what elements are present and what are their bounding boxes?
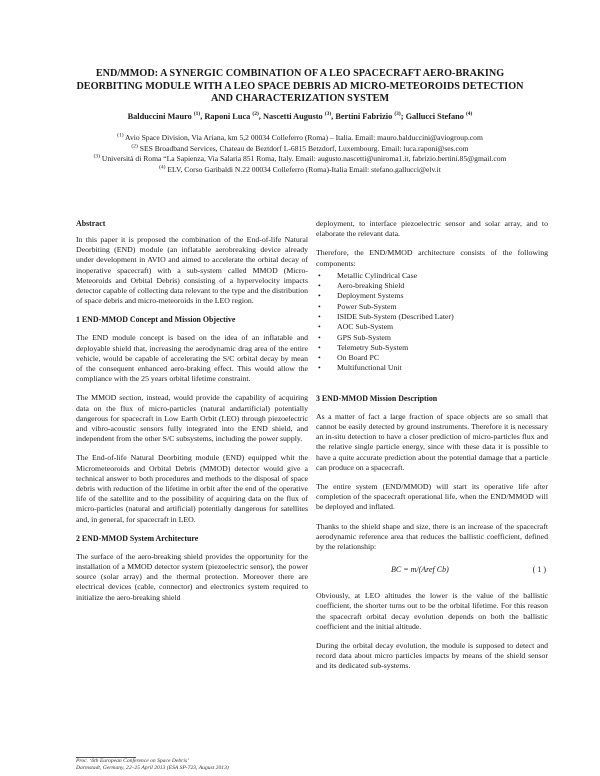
paragraph: As a matter of fact a large fraction of space objects are so small that cannot be easily detected by ground instruments. Therefore it is necessary an in-situ detection to have a closer prediction of micro-particles flux and the relative single particle energy, since with these data it is possible to have a quite accurate prediction about the potential damage that a particle can produce on a spacecraft. — [316, 411, 548, 472]
list-item: • ISIDE Sub-System (Described Later) — [318, 312, 454, 321]
author: Bertini Fabrizio $^{(3)}$; — [335, 111, 406, 121]
affiliation: $^{(3)}$ Università di Roma “La Sapienza, Via Salaria 851 Roma, Italy. Email: augusto.nascetti@uniroma1.it, fabrizio.bertini.85@gmail.com — [93, 153, 507, 164]
list-item: • Deployment Systems — [318, 291, 404, 301]
affiliation: $^{(2)}$ SES Broadband Services, Chateau de Beztdorf L-6815 Betzdorf, Luxembourg. Email: luca.raponi@ses.com — [131, 143, 469, 153]
author: Balduccini Mauro $^{(1)}$, — [127, 111, 205, 121]
paper-title: END/MMOD: A SYNERGIC COMBINATION OF A LEO SPACECRAFT AERO-BRAKING DEORBITING MODULE WITH A LEO SPACE DEBRIS AD MICRO-METEOROIDS DETECTION AND CHARACTERIZATION SYSTEM — [76, 68, 524, 104]
footnote — [76, 758, 336, 772]
section-2-heading: 2 END-MMOD System Architecture — [76, 533, 199, 543]
list-item: • Aero-breaking Shield — [318, 281, 405, 291]
paragraph: Therefore, the END/MMOD architecture consists of the following components: — [316, 248, 548, 268]
author: Gallucci Stefano $^{(4)}$ — [405, 111, 473, 121]
affiliation-list — [70, 133, 530, 175]
paragraph: The END module concept is based on the idea of an inflatable and deployable shield that, increasing the aerodynamic drag area of the entire vehicle, would be capable of accelerating the S/C orbital decay by mean of the consequent enhanced aero-braking effect. This would allow the compliance with the 25 years orbital lifetime constraint. — [76, 333, 308, 384]
list-item: • On Board PC — [318, 353, 380, 363]
equation — [316, 561, 548, 581]
equation-number: ( 1 ) — [532, 565, 546, 575]
list-item: • Power Sub-System — [318, 301, 397, 311]
list-item: • Telemetry Sub-System — [318, 342, 409, 352]
bullet-icon: • — [318, 322, 321, 332]
right-column — [316, 219, 548, 681]
paragraph: Thanks to the shield shape and size, there is an increase of the spacecraft aerodynamic reference area that reduces the ballistic coefficient, defined by the relationship: — [316, 521, 548, 552]
bullet-icon: • — [318, 312, 321, 321]
list-item: • GPS Sub-System — [318, 332, 391, 342]
paragraph: The MMOD section, instead, would provide the capability of acquiring data on the flux of micro-particles (natural andartificial) potentially dangerous for spacecraft in Low Earth Orbit (LEO) through piezoelectric and vibro-acoustic sensors fully integrated into the END shield, and independent from the other S/C subsystems, including the power supply. — [76, 393, 308, 444]
bullet-icon: • — [318, 270, 321, 280]
bullet-icon: • — [318, 281, 321, 291]
paragraph: Obviously, at LEO altitudes the lower is the value of the ballistic coefficient, the shorter turns out to be the orbital lifetime. For this reason the spacecraft orbital decay evolution depends on both the ballistic coefficient and the initial altitude. — [316, 591, 548, 631]
list-item: • Metallic Cylindrical Case — [318, 270, 418, 280]
paragraph: The entire system (END/MMOD) will start its operative life after completion of the spacecraft operational life, when the END/MMOD will be deployed and inflated. — [316, 482, 548, 512]
author: Nascetti Augusto $^{(3)}$, — [262, 111, 336, 121]
author-list — [60, 111, 540, 122]
affiliation: $^{(1)}$ Avio Space Division, Via Ariana, km 5,2 00034 Colleferro (Roma) – Italia. Email: mauro.balduccini@aviogroup.com — [117, 132, 483, 142]
bullet-icon: • — [318, 342, 321, 352]
bullet-icon: • — [318, 363, 321, 373]
left-column — [76, 219, 308, 612]
abstract-heading: Abstract — [76, 219, 106, 228]
paragraph: deployment, to interface piezoelectric sensor and solar array, and to elaborate the relevant data. — [316, 219, 548, 239]
section-1-heading: 1 END-MMOD Concept and Mission Objective — [76, 315, 236, 325]
component-list — [316, 271, 548, 374]
section-3-heading: 3 END-MMOD Mission Description — [316, 393, 438, 403]
footnote-line: Darmstadt, Germany, 22–25 April 2013 (ESA SP-723, August 2013) — [76, 765, 229, 771]
footnote-line: Proc. ‘6th European Conference on Space Debris’ — [76, 758, 189, 764]
bullet-icon: • — [318, 301, 321, 311]
bullet-icon: • — [318, 353, 321, 363]
bullet-icon: • — [318, 291, 321, 301]
paragraph: During the orbital decay evolution, the module is supposed to detect and record data about micro particles impacts by means of the shield sensor and its dedicated sub-systems. — [316, 641, 548, 671]
author: Raponi Luca $^{(2)}$, — [204, 111, 263, 121]
abstract-text: In this paper it is proposed the combination of the End-of-life Natural Deorbiting (END) module (an inflatable aerobreaking device already under development in AVIO and aimed to accelerate the orbital decay of inoperative spacecraft) with a sub-system called MMOD (Micro-Meteoroids and Orbital Debris) consisting of a hypervelocity impacts detector capable of collecting data relevant to the type and the distribution of space debris and micro-meteoroids in the LEO region. — [76, 235, 308, 306]
equation-formula: BC = m/(Aref Cb) — [391, 565, 449, 575]
paragraph: The surface of the aero-breaking shield provides the opportunity for the installation of a MMOD detector system (piezoelectric sensor), the power source (solar array) and the thermal protection. Moreover there are electrical devices (cable, connector) and electronics system required to initialize the aero-breaking shield — [76, 551, 308, 602]
bullet-icon: • — [318, 332, 321, 342]
paragraph: The End-of-life Natural Deorbiting module (END) equipped whit the Micrometeoroids and Orbital Debris (MMOD) detector would give a technical answer to both procedures and methods to the disposal of space debris with reduction of the lifetime in orbit after the end of the operative life of the satellite and to the possibility of acquiring data on the flux of micro-particles (natural and artificial) potentially dangerous for satellites and, in general, for spacecraft in LEO. — [76, 453, 308, 524]
affiliation: $^{(4)}$ ELV, Corso Garibaldi N.22 00034 Colleferro (Roma)-Italia Email: stefano.gallucci@elv.it — [159, 164, 441, 174]
list-item: • AOC Sub-System — [318, 322, 394, 332]
list-item: • Multifunctional Unit — [318, 363, 402, 373]
